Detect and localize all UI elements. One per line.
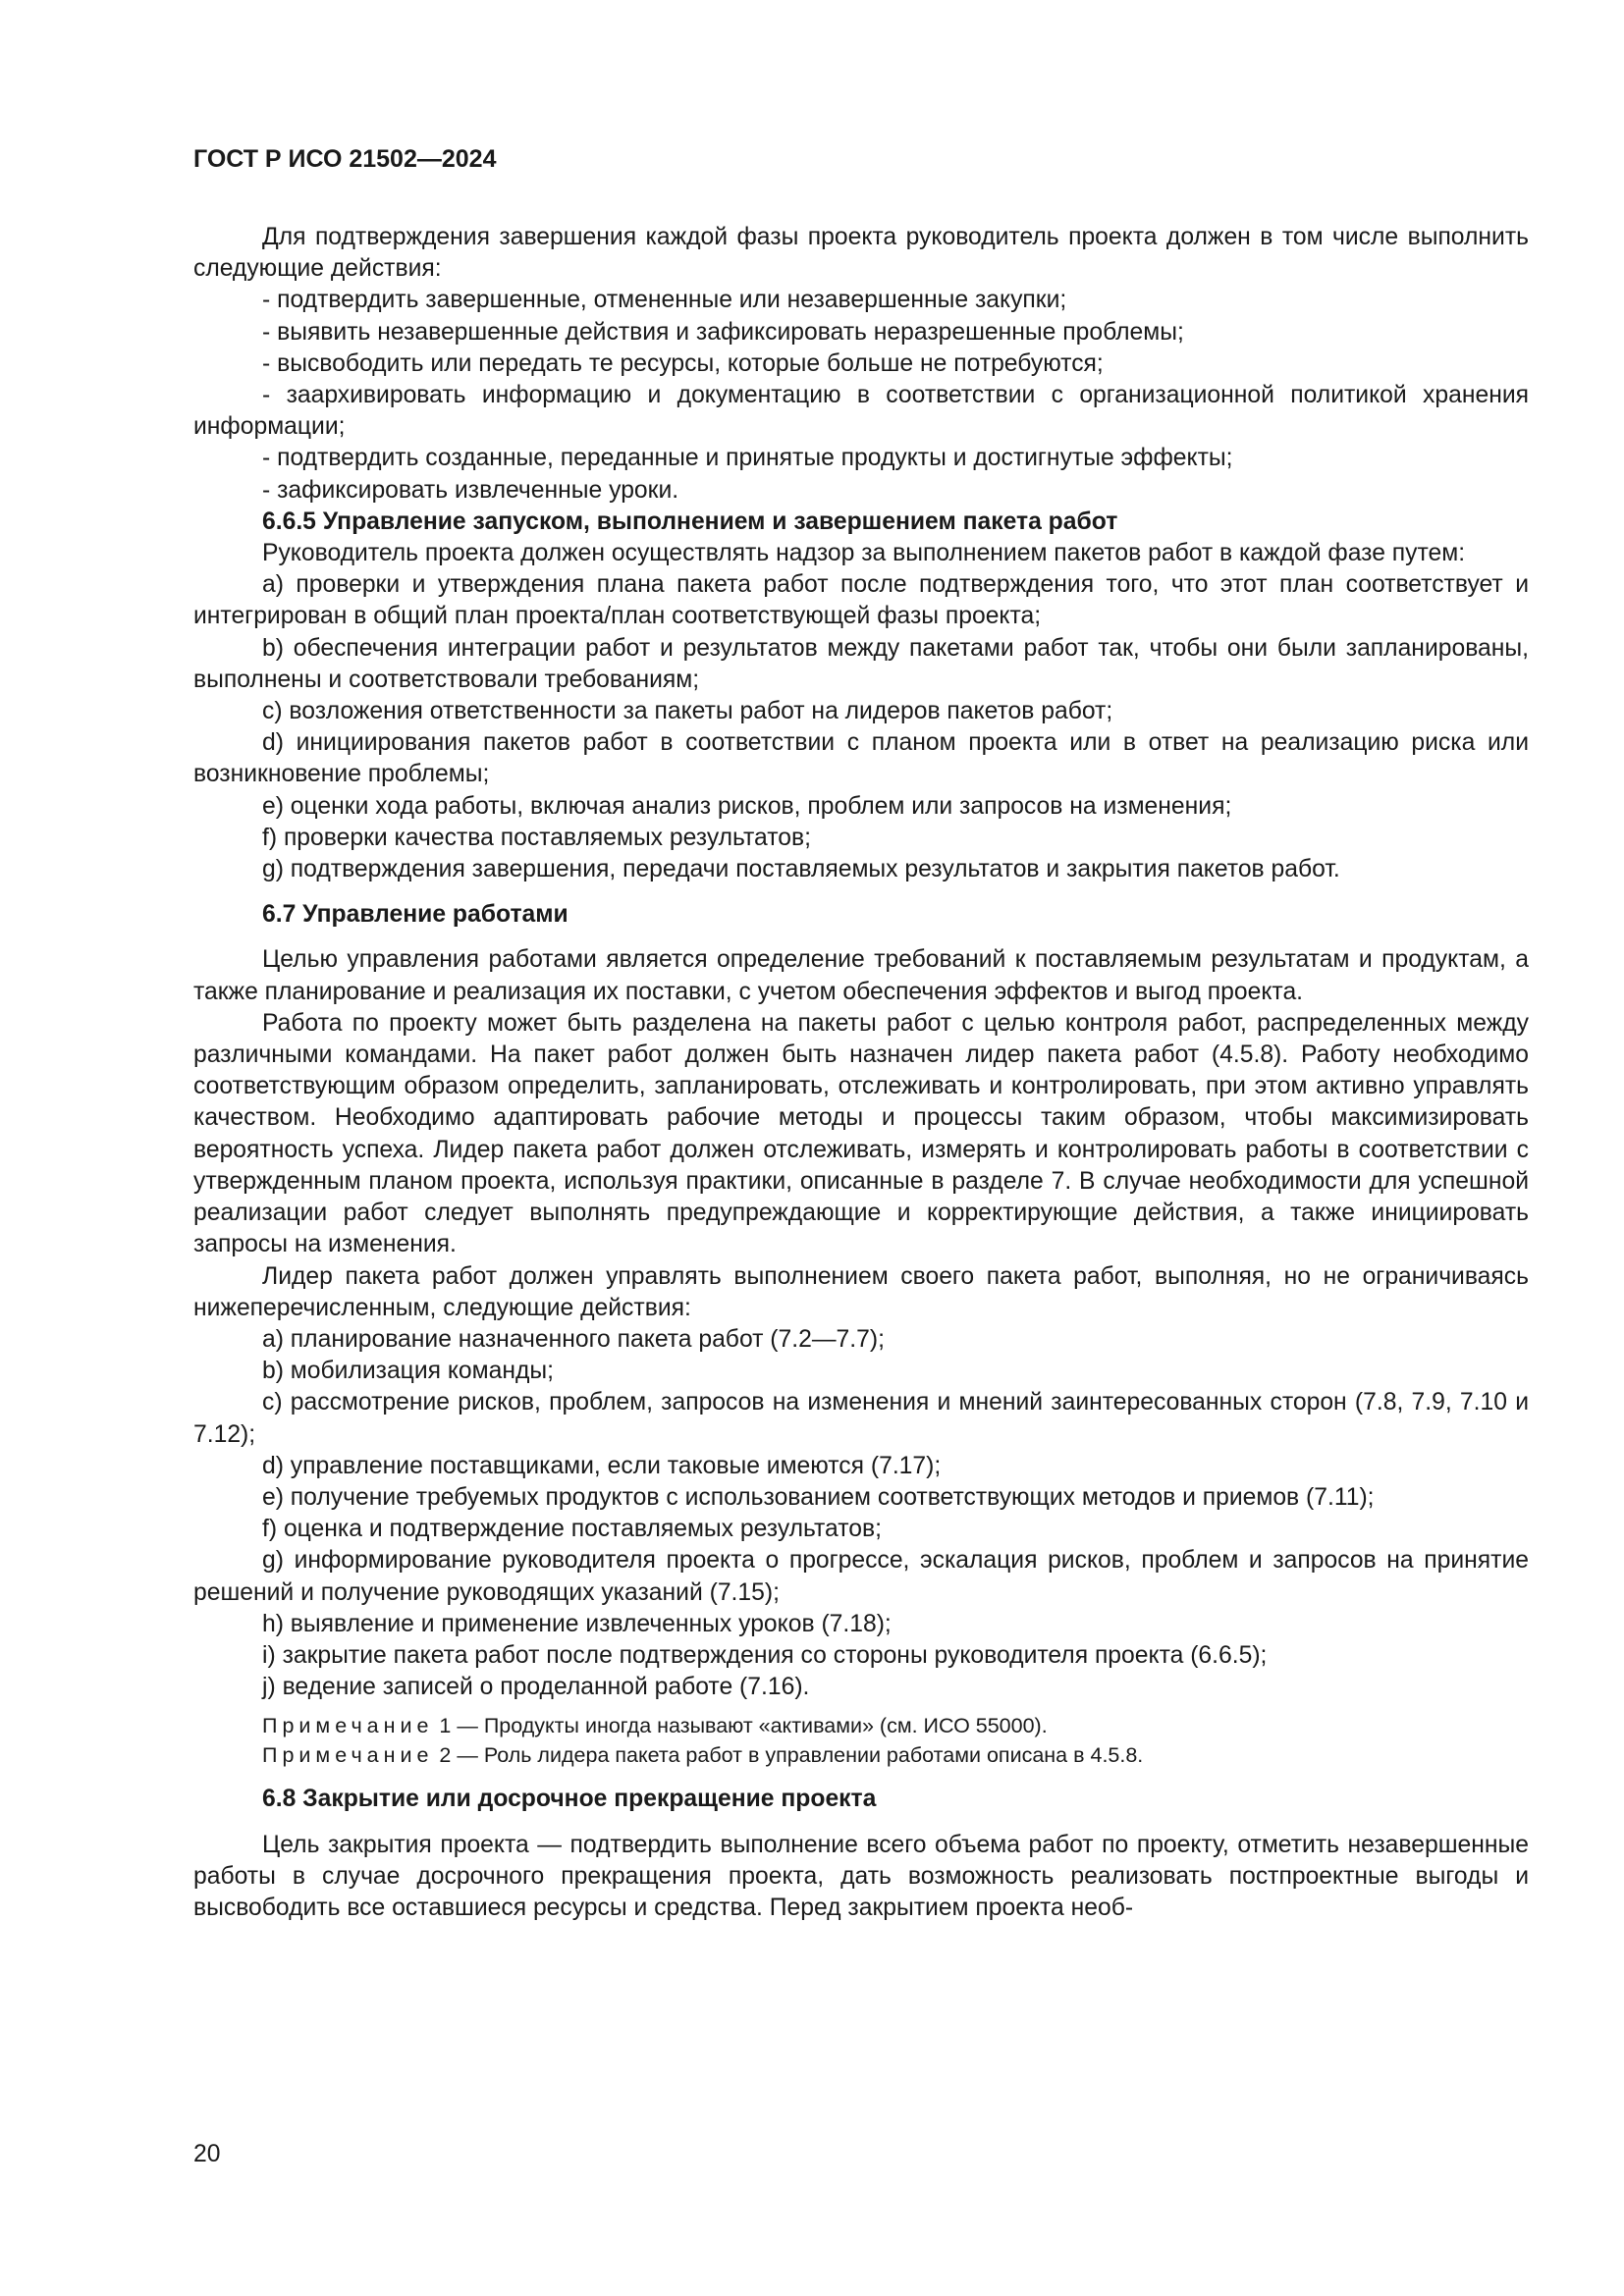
- section-6-6-5-item: b) обеспечения интеграции работ и результатов между пакетами работ так, чтобы они были запланированы, выполнены и соответствовали требованиям;: [193, 634, 1529, 693]
- page-body: [193, 222, 1529, 1924]
- section-6-6-5-item: c) возложения ответственности за пакеты работ на лидеров пакетов работ;: [262, 698, 1113, 725]
- block1-item: - высвободить или передать те ресурсы, которые больше не потребуются;: [262, 349, 1104, 377]
- section-6-7-paragraph: Работа по проекту может быть разделена на пакеты работ с целью контроля работ, распределенных между различными командами. На пакет работ должен быть назначен лидер пакета работ (4.5.8). Работу необходимо соответствующим образом определить, запланировать, отслеживать и контролировать, при этом активно управлять качеством. Необходимо адаптировать рабочие методы и процессы таким образом, чтобы максимизировать вероятность успеха. Лидер пакета работ должен отслеживать, измерять и контролировать работы в соответствии с утвержденным планом проекта, используя практики, описанные в разделе 7. В случае необходимости для успешной реализации работ следует выполнять предупреждающие и корректирующие действия, а также инициировать запросы на изменения.: [193, 1009, 1529, 1258]
- note: [262, 1740, 1529, 1770]
- section-6-7-paragraph: Целью управления работами является определение требований к поставляемым результатам и продуктам, а также планирование и реализация их поставки, с учетом обеспечения эффектов и выгод проекта.: [193, 946, 1529, 1005]
- section-6-8-heading: 6.8 Закрытие или досрочное прекращение проекта: [262, 1786, 877, 1813]
- section-6-7-item: i) закрытие пакета работ после подтверждения со стороны руководителя проекта (6.6.5);: [262, 1641, 1268, 1669]
- section-6-6-5-item: e) оценки хода работы, включая анализ рисков, проблем или запросов на изменения;: [262, 792, 1232, 820]
- document-header: [193, 145, 496, 174]
- note-label: Примечание: [262, 1743, 434, 1768]
- section-6-6-5-heading: 6.6.5 Управление запуском, выполнением и завершением пакета работ: [262, 507, 1118, 535]
- section-6-6-5-item: a) проверки и утверждения плана пакета работ после подтверждения того, что этот план соответствует и интегрирован в общий план проекта/план соответствующей фазы проекта;: [193, 571, 1529, 630]
- section-6-7-item: b) мобилизация команды;: [262, 1358, 554, 1385]
- section-6-6-5-item: g) подтверждения завершения, передачи поставляемых результатов и закрытия пакетов работ.: [262, 856, 1340, 883]
- section-6-7-heading: 6.7 Управление работами: [262, 901, 568, 929]
- block1-item: - зафиксировать извлеченные уроки.: [262, 476, 679, 504]
- note-label: Примечание: [262, 1714, 434, 1738]
- section-6-7-item: a) планирование назначенного пакета работ (7.2—7.7);: [262, 1325, 885, 1353]
- section-6-8-paragraph: Цель закрытия проекта — подтвердить выполнение всего объема работ по проекту, отметить незавершенные работы в случае досрочного прекращения проекта, дать возможность реализовать постпроектные выгоды и высвободить все оставшиеся ресурсы и средства. Перед закрытием проекта необ-: [193, 1831, 1529, 1921]
- notes-block: [193, 1711, 1529, 1770]
- section-6-6-5-intro: Руководитель проекта должен осуществлять надзор за выполнением пакетов работ в каждой фазе путем:: [262, 540, 1466, 567]
- note-text: 1 — Продукты иногда называют «активами» (см. ИСО 55000).: [433, 1714, 1048, 1738]
- section-6-7-item: h) выявление и применение извлеченных уроков (7.18);: [262, 1610, 892, 1637]
- standard-title: ГОСТ Р ИСО 21502—2024: [193, 145, 497, 173]
- note-text: 2 — Роль лидера пакета работ в управлении работами описана в 4.5.8.: [433, 1743, 1144, 1768]
- section-6-7-item: c) рассмотрение рисков, проблем, запросов на изменения и мнений заинтересованных сторон (7.8, 7.9, 7.10 и 7.12);: [193, 1389, 1529, 1448]
- block1-item: - заархивировать информацию и документацию в соответствии с организационной политикой хранения информации;: [193, 382, 1529, 441]
- section-6-6-5-item: d) инициирования пакетов работ в соответствии с планом проекта или в ответ на реализацию риска или возникновение проблемы;: [193, 729, 1529, 788]
- block1-intro: Для подтверждения завершения каждой фазы проекта руководитель проекта должен в том числе выполнить следующие действия:: [193, 224, 1529, 283]
- section-6-7-item: j) ведение записей о проделанной работе (7.16).: [262, 1674, 810, 1701]
- section-6-7-paragraph: Лидер пакета работ должен управлять выполнением своего пакета работ, выполняя, но не ограничиваясь нижеперечисленным, следующие действия:: [193, 1262, 1529, 1321]
- page-number: 20: [193, 2141, 221, 2167]
- section-6-7-item: g) информирование руководителя проекта о прогрессе, эскалация рисков, проблем и запросов на принятие решений и получение руководящих указаний (7.15);: [193, 1547, 1529, 1606]
- section-6-7-item: d) управление поставщиками, если таковые имеются (7.17);: [262, 1452, 942, 1479]
- section-6-7-item: f) оценка и подтверждение поставляемых результатов;: [262, 1516, 882, 1543]
- block1-item: - подтвердить завершенные, отмененные или незавершенные закупки;: [262, 287, 1067, 314]
- note: [262, 1711, 1529, 1740]
- block1-item: - подтвердить созданные, переданные и принятые продукты и достигнутые эффекты;: [262, 445, 1233, 472]
- section-6-6-5-item: f) проверки качества поставляемых результатов;: [262, 824, 811, 851]
- section-6-7-item: e) получение требуемых продуктов с использованием соответствующих методов и приемов (7.11);: [262, 1483, 1375, 1511]
- block1-item: - выявить незавершенные действия и зафиксировать неразрешенные проблемы;: [262, 318, 1184, 346]
